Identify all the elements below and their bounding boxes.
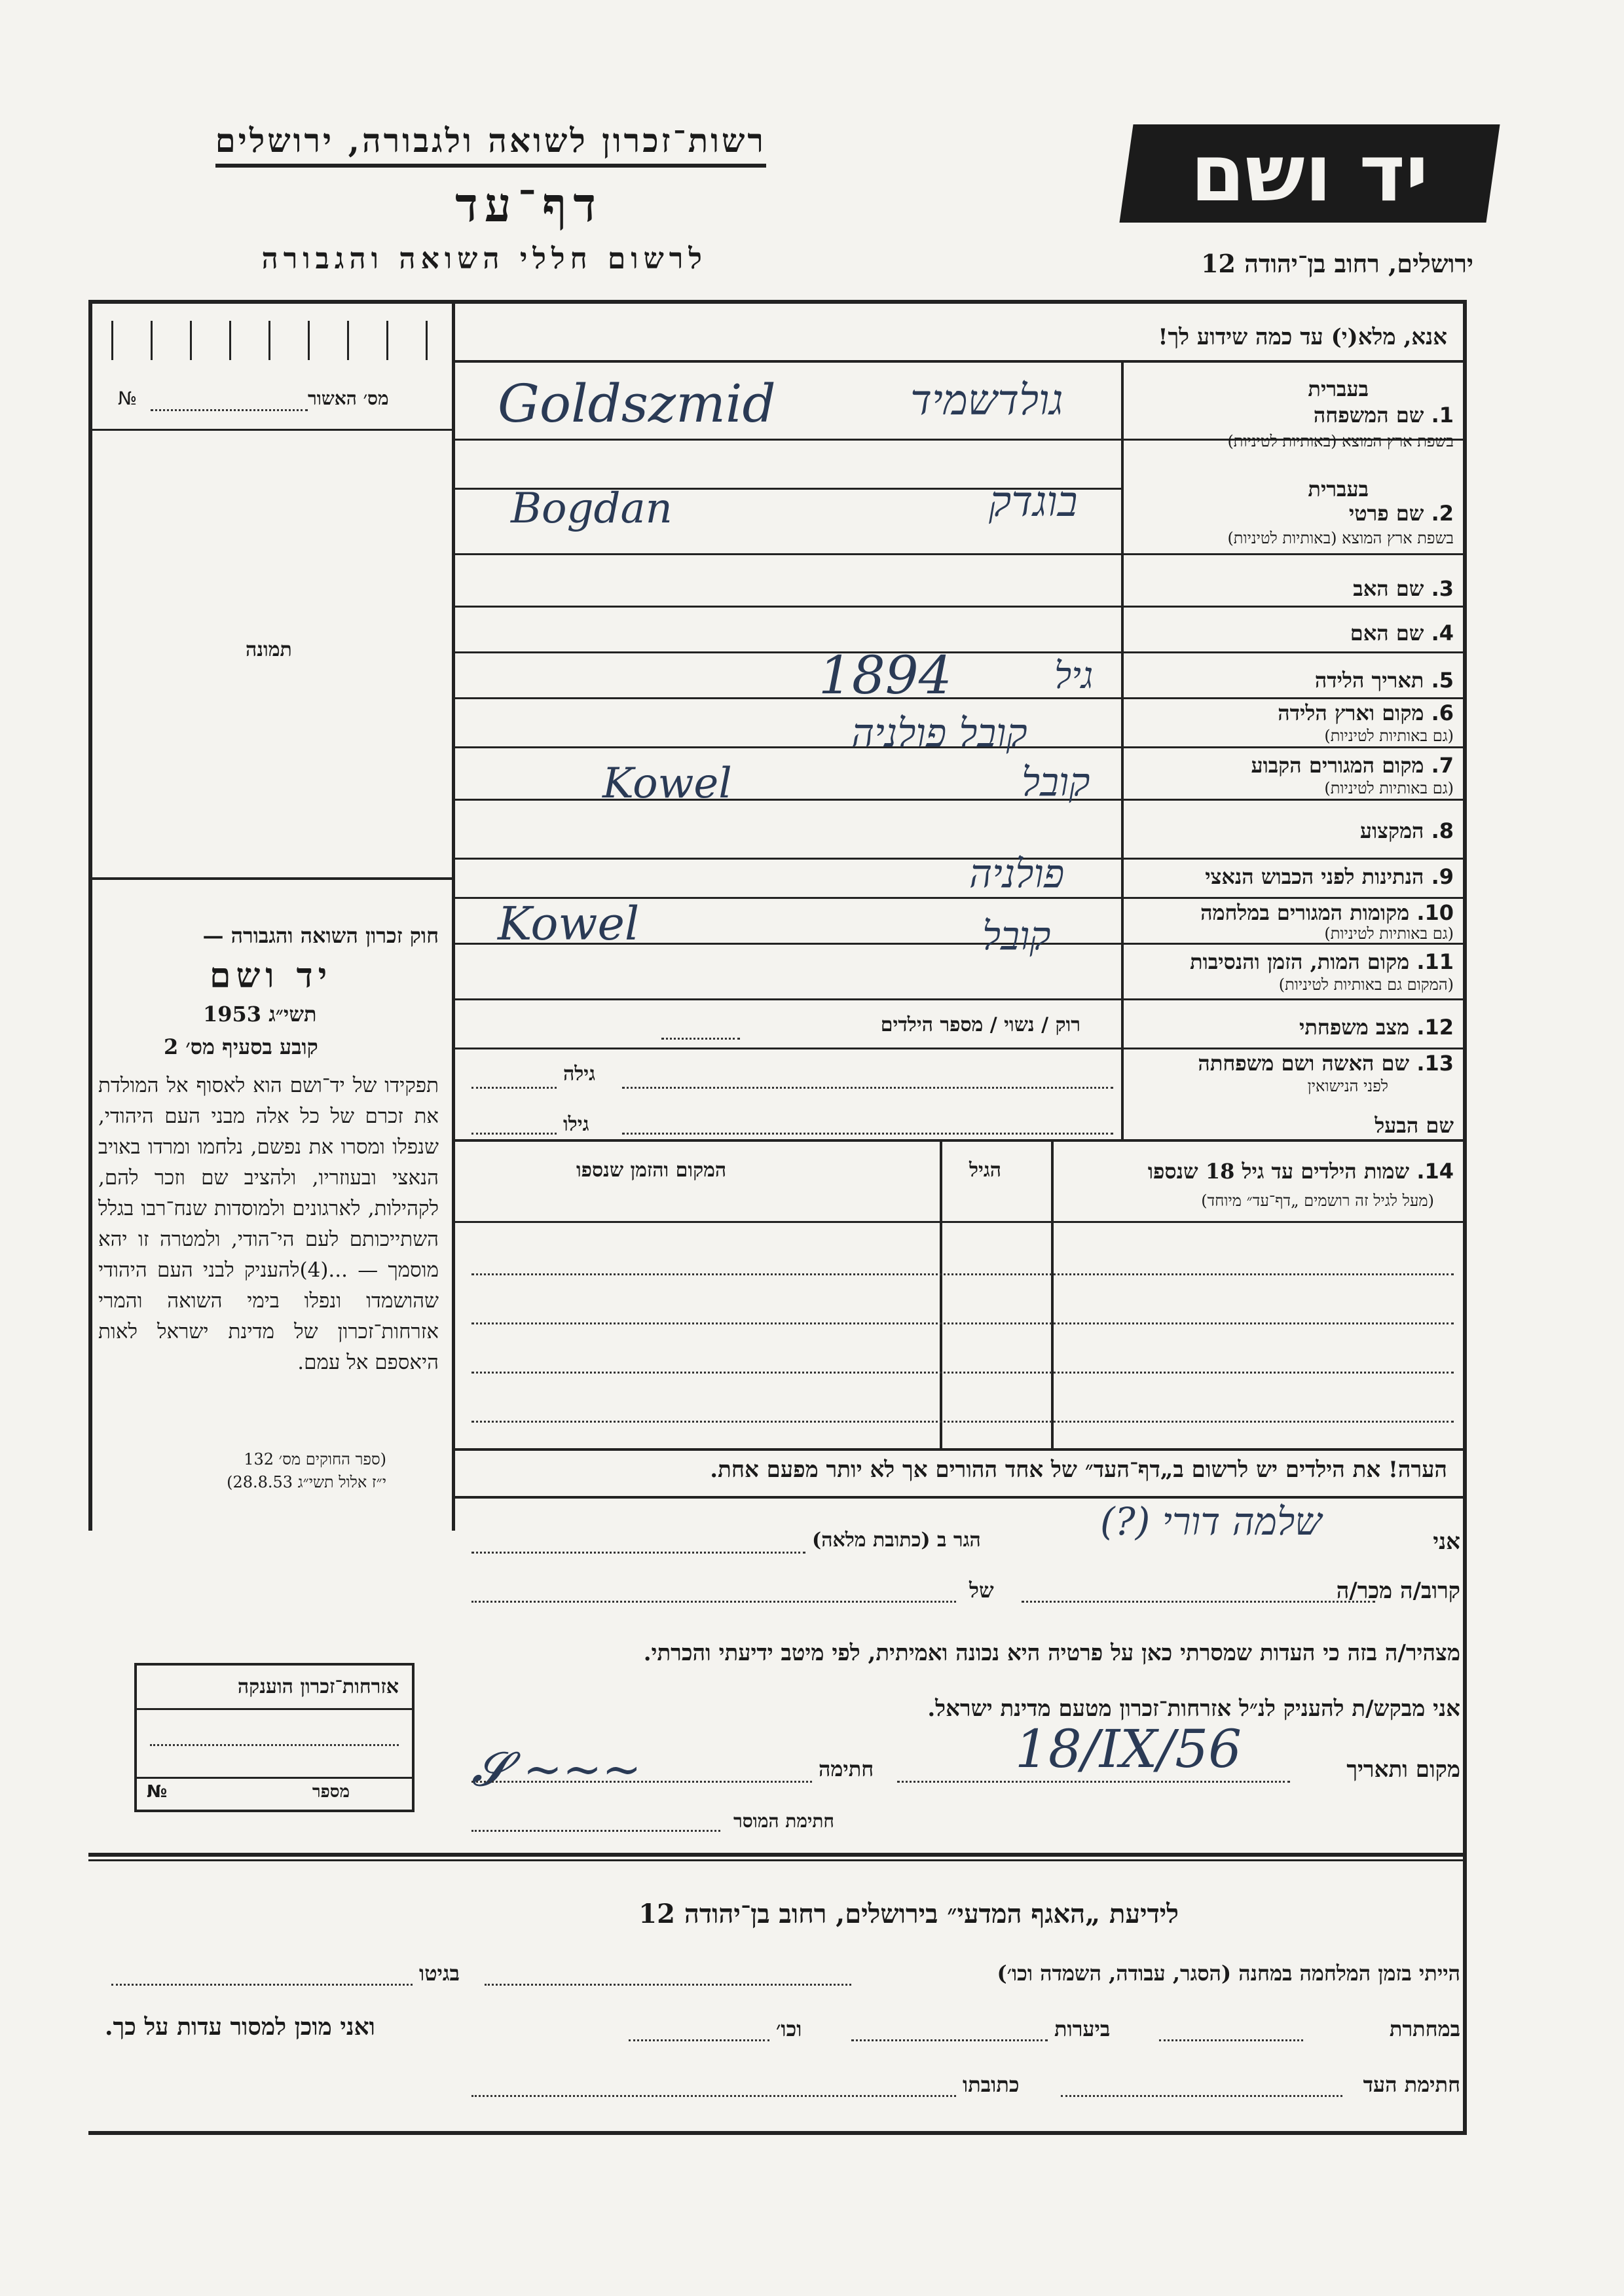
children-row-4[interactable] <box>471 1421 1454 1423</box>
footer-line1: הייתי בזמן המלחמה במחנה (הסגר, עבודה, השמדה וכו׳) <box>997 1961 1460 1986</box>
field-5-value-heb[interactable]: גיל <box>1054 655 1094 697</box>
row-line <box>455 998 1464 1000</box>
children-row-3[interactable] <box>471 1372 1454 1374</box>
field-5-label: 5. תאריך הלידה <box>1314 668 1454 693</box>
field-4-label: 4. שם האם <box>1350 621 1454 646</box>
field-2-value-latin[interactable]: Bogdan <box>511 484 673 533</box>
children-label: 14. שמות הילדים עד גיל 18 שנספו <box>1147 1159 1454 1184</box>
form-title: דף־עד <box>455 177 602 232</box>
cert-line <box>92 429 452 431</box>
wife-name-field[interactable] <box>622 1087 1113 1089</box>
date-value[interactable]: 18/IX/56 <box>1015 1719 1242 1779</box>
footer-forests: ביערות <box>1054 2016 1111 2041</box>
husband-age-field[interactable] <box>471 1133 557 1135</box>
footer-title: לידיעת „האגף המדעי״ בירושלים, רחוב בן־יהודה 12 <box>638 1899 1179 1929</box>
address-header: ירושלים, רחוב בן־יהודה 12 <box>1201 249 1473 278</box>
field-5-value[interactable]: 1894 <box>819 645 952 706</box>
law-clause: קובע בסעיף מס׳ 2 <box>164 1034 318 1059</box>
law-name: יד ושם <box>210 956 333 996</box>
footer-witness-sig-field[interactable] <box>1061 2095 1342 2097</box>
law-title: חוק זכרון השואה והגבורה — <box>202 923 439 948</box>
place-date-field[interactable] <box>897 1781 1290 1783</box>
husband-name-field[interactable] <box>622 1133 1113 1135</box>
relative-label: קרוב/ה מכר/ה <box>1336 1578 1460 1604</box>
cert-no: № <box>118 388 138 409</box>
frame-bottom <box>88 2131 1467 2135</box>
field-10-sub: (גם באותיות לטיניות) <box>1324 924 1454 943</box>
photo-label: תמונה <box>246 638 292 661</box>
children-row-2[interactable] <box>471 1322 1454 1324</box>
footer-address: כתובתו <box>963 2072 1020 2097</box>
stamp-number-label: מספר <box>312 1782 350 1802</box>
cert-label: מס׳ האשור <box>308 388 389 409</box>
footer-ready: ואני מוכן למסור עדות על כך. <box>105 2013 375 2041</box>
children-bottom-line <box>455 1448 1464 1451</box>
stamp-title: אזרחות־זכרון הוענקה <box>237 1675 399 1698</box>
field-1-value-latin[interactable]: Goldszmid <box>498 373 776 434</box>
row-line <box>455 606 1464 608</box>
form-subtitle: לרשום חללי השואה והגבורה <box>261 242 707 276</box>
panel-divider <box>452 300 455 1531</box>
relative-field[interactable] <box>1022 1601 1375 1603</box>
instruction: אנא, מלא(י) עד כמה שידוע לך! <box>1158 324 1447 350</box>
field-1-sub: בשפת ארץ המוצא (באותיות לטיניות) <box>1227 432 1454 450</box>
footer-forests-field[interactable] <box>851 2039 1048 2041</box>
photo-ticks <box>111 321 439 360</box>
field-8-label: 8. המקצוע <box>1359 818 1454 843</box>
cert-number-field[interactable] <box>151 409 308 411</box>
field-7-label: 7. מקום המגורים הקבוע <box>1251 753 1454 778</box>
children-col-div-2 <box>940 1140 942 1448</box>
declarant-resides: הגר ב (כתובת מלאה) <box>812 1529 981 1552</box>
field-11-label: 11. מקום המות, הזמן והנסיבות <box>1190 949 1454 974</box>
wife-age-label: גילה <box>563 1063 596 1085</box>
frame-left <box>88 300 92 1531</box>
children-col-place: המקום והזמן שנספו <box>576 1159 727 1182</box>
request-text: אני מבקש/ת להעניק לנ״ל אזרחות־זכרון מטעם מדינת ישראל. <box>927 1696 1460 1722</box>
field-7-value-heb[interactable]: קובל <box>1022 759 1090 805</box>
field-6-value-heb[interactable]: קובל פולניה <box>851 710 1027 756</box>
of-label: של <box>969 1578 994 1603</box>
footer-camp-field[interactable] <box>485 1984 851 1986</box>
footer-double-line <box>88 1859 1467 1861</box>
law-ref-1: (ספר החוקים מס׳ 132 <box>244 1450 386 1468</box>
wife-age-field[interactable] <box>471 1087 557 1089</box>
org-title: רשות־זכרון לשואה ולגבורה, ירושלים <box>215 121 766 168</box>
field-2-sub: בשפת ארץ המוצא (באותיות לטיניות) <box>1227 529 1454 547</box>
law-year: תשי״ג 1953 <box>203 1002 317 1027</box>
children-row-1[interactable] <box>471 1273 1454 1275</box>
field-2-label: 2. שם פרטי <box>1348 501 1454 526</box>
signature-scrawl: 𝓢 ~~~ <box>471 1741 642 1796</box>
field-1-tag: בעברית <box>1308 376 1369 401</box>
footer-ghetto: בגיטו <box>419 1961 460 1986</box>
footer-etc-field[interactable] <box>629 2039 769 2041</box>
husband-age-label: גילו <box>563 1113 589 1136</box>
field-3-label: 3. שם האב <box>1353 576 1454 601</box>
field-7-value-latin[interactable]: Kowel <box>602 759 732 808</box>
footer-underground: במחתרת <box>1389 2016 1460 2041</box>
field-10-value-heb[interactable]: קובל <box>982 913 1051 959</box>
label-divider <box>1121 360 1124 1139</box>
field-9-value-heb[interactable]: פולניה <box>969 851 1065 897</box>
children-col-div-1 <box>1051 1140 1054 1448</box>
declarant-address-field[interactable] <box>471 1552 805 1554</box>
declarant-i-label: אני <box>1433 1529 1460 1555</box>
note: הערה! את הילדים יש לרשום ב„דף־העד״ של אחד ההורים אך לא יותר מפעם אחת. <box>710 1457 1447 1483</box>
field-2-value-heb[interactable]: בוגדק <box>989 478 1078 526</box>
husband-label: שם הבעל <box>1375 1113 1454 1138</box>
stamp-line[interactable] <box>150 1744 399 1746</box>
signature-field[interactable] <box>471 1781 812 1783</box>
frame-right <box>1463 300 1467 2133</box>
children-count-field[interactable] <box>661 1038 740 1040</box>
field-9-label: 9. הנתינות לפני הכבוש הנאצי <box>1205 864 1454 889</box>
note-line <box>455 1496 1464 1499</box>
footer-ghetto-field[interactable] <box>111 1984 413 1986</box>
frame-separator <box>88 1853 1467 1857</box>
field-10-label: 10. מקומות המגורים במלחמה <box>1200 900 1454 925</box>
field-13-sub: לפני הנישואין <box>1307 1077 1388 1095</box>
field-7-sub: (גם באותיות לטיניות) <box>1324 779 1454 797</box>
instruction-line <box>455 360 1464 363</box>
signer-label: חתימת המוסר <box>733 1810 834 1832</box>
footer-witness-sig: חתימת העד <box>1363 2072 1460 2097</box>
row-line <box>455 697 1464 699</box>
children-header-line <box>455 1221 1464 1223</box>
signer-field[interactable] <box>471 1830 720 1832</box>
row-line <box>455 553 1464 555</box>
field-6-label: 6. מקום וארץ הלידה <box>1278 701 1454 725</box>
field-11-sub: (המקום גם באותיות לטיניות) <box>1278 975 1454 994</box>
law-text: תפקידו של יד־ושם הוא לאסוף אל המולדת את זכרם של כל אלה מבני העם היהודי, שנפלו ומסרו את נפשם, נלחמו ומרדו באויב הנאצי ובעוזריו, ולהציב שם וזכר להם, לקהילות, לארגונים ולמוסדות שנח־רבו בגלל השתייכותם לעם הי־הודי, ולמטרה זו יהא מוסמך — ...(4)להעניק לבני העם היהודי שהושמדו ונפלו בימי השואה והמרי אזרחות־זכרון של מדינת ישראל לאות היאספם אל עמם. <box>98 1074 439 1374</box>
footer-address-field[interactable] <box>471 2095 956 2097</box>
field-12-options: רוק / נשוי / מספר הילדים <box>880 1013 1080 1036</box>
field-1-value-heb[interactable]: גולדשמיד <box>910 376 1063 425</box>
stamp-no: № <box>147 1782 168 1802</box>
children-sub: (מעל לגיל זה רושמים „דף־עד״ מיוחד) <box>1201 1192 1434 1210</box>
field-12-label: 12. מצב משפחתי <box>1299 1015 1454 1040</box>
declare-text: מצהיר/ה בזה כי העדות שמסרתי כאן על פרטיה היא נכונה ואמיתית, לפי מיטב ידיעתי והכרתי. <box>643 1640 1460 1666</box>
of-field[interactable] <box>471 1601 956 1603</box>
field-10-value-latin[interactable]: Kowel <box>498 897 640 951</box>
law-ref-2: י״ז אלול תשי״ג 28.8.53) <box>227 1473 386 1491</box>
field-13-label: 13. שם האשה ושם משפחתה <box>1198 1051 1454 1076</box>
field-2-tag: בעברית <box>1308 477 1369 501</box>
declarant-name[interactable]: שלמה דורי (?) <box>1100 1499 1322 1544</box>
field-1-label: 1. שם המשפחה <box>1313 403 1454 428</box>
memorial-citizenship-box <box>134 1663 415 1812</box>
yad-vashem-logo: יד ושם <box>1119 124 1500 223</box>
place-date-label: מקום ותאריך <box>1346 1757 1460 1783</box>
row-line <box>455 1048 1464 1049</box>
row-line <box>455 858 1464 860</box>
children-col-age: הגיל <box>969 1159 1002 1182</box>
frame-top <box>88 300 1467 304</box>
footer-underground-field[interactable] <box>1159 2039 1303 2041</box>
row-line <box>455 651 1464 653</box>
row-line <box>455 1139 1464 1142</box>
footer-etc: וכו׳ <box>776 2016 802 2041</box>
photo-bottom-line <box>92 877 452 880</box>
signature-label: חתימה <box>819 1757 874 1781</box>
field-6-sub: (גם באותיות לטיניות) <box>1324 727 1454 745</box>
